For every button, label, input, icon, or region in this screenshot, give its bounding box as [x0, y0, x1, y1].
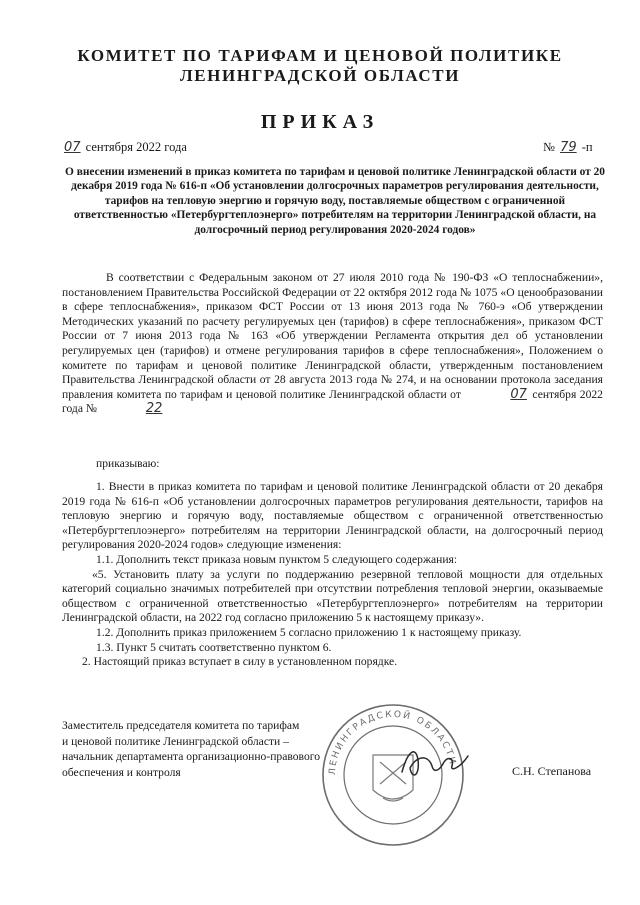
header-line-1: КОМИТЕТ ПО ТАРИФАМ И ЦЕНОВОЙ ПОЛИТИКЕ — [77, 46, 563, 65]
date-day-handwritten: 07 — [64, 140, 81, 155]
order-subject: О внесении изменений в приказ комитета по тарифам и ценовой политике Ленинградской области от 20 декабря 2019 года № 616-п «Об установлении долгосрочных параметров регулирования деятельности, тарифов на тепловую энергию и горячую воду, поставляемые обществом с ограниченной ответственностью «Петербургтеплоэнерго» потребителям на территории Ленинградской области, на долгосрочный период регулирования 2020-2024 годов» — [65, 166, 605, 236]
document-header — [0, 46, 640, 86]
header-line-2: ЛЕНИНГРАДСКОЙ ОБЛАСТИ — [179, 66, 461, 85]
preamble-day-handwritten: 07 — [510, 386, 527, 402]
item-1-3: 1.3. Пункт 5 считать соответственно пунктом 6. — [96, 640, 332, 654]
preamble-text: В соответствии с Федеральным законом от 27 июля 2010 года № 190-ФЗ «О теплоснабжении», постановлением Правительства Российской Федерации от 22 октября 2012 года № 1075 «О ценообразовании в сфере теплоснабжения», приказом ФСТ России от 13 июня 2013 года № 760-э «Об утверждении Методических указаний по расчету регулируемых цен (тарифов) в сфере теплоснабжения», приказом ФСТ России от 7 июня 2013 года № 163 «Об утверждении Регламента открытия дел об установлении регулируемых цен (тарифов) и отмене регулирования тарифов в сфере теплоснабжения», Положением о комитете по тарифам и ценовой политике Ленинградской области, утвержденным постановлением Правительства Ленинградской области от 28 августа 2013 года № 274, и на основании протокола заседания правления комитета по тарифам и ценовой политике Ленинградской области от — [62, 271, 603, 401]
document-title: ПРИКАЗ — [260, 111, 380, 133]
item-1: 1. Внести в приказ комитета по тарифам и ценовой политике Ленинградской области от 20 декабря 2019 года № 616-п «Об установлении долгосрочных параметров регулирования деятельности, тарифов на тепловую энергию и горячую воду, поставляемые обществом с ограниченной ответственностью «Петербургтеплоэнерго» потребителям на территории Ленинградской области, на долгосрочный период регулирования 2020-2024 годов» следующие изменения: — [62, 480, 603, 552]
signatory-line-3: начальник департамента организационно-правового — [62, 750, 321, 763]
signatory-line-1: Заместитель председателя комитета по тарифам — [62, 719, 300, 732]
seal-text: ЛЕНИНГРАДСКОЙ ОБЛАСТИ — [327, 709, 458, 776]
number-handwritten: 79 — [560, 140, 577, 155]
order-items — [62, 480, 603, 670]
order-word: приказываю: — [96, 457, 160, 470]
item-1-2: 1.2. Дополнить приказ приложением 5 согласно приложению 1 к настоящему приказу. — [96, 625, 522, 639]
item-2: 2. Настоящий приказ вступает в силу в установленном порядке. — [82, 655, 398, 669]
signatory-position — [62, 718, 320, 780]
item-quote: «5. Установить плату за услуги по поддержанию резервной тепловой мощности для отдельных категорий социально значимых потребителей при отсутствии потребления тепловой энергии, оказываемые обществом с ограниченной ответственностью «Петербургтеплоэнерго» потребителям на территории Ленинградской области, на 2022 год согласно приложению 5 к настоящему приказу». — [62, 567, 603, 625]
date-rest: сентября 2022 года — [82, 140, 187, 154]
order-number — [543, 140, 593, 155]
signatory-line-2: и ценовой политике Ленинградской области – — [62, 734, 289, 748]
handwritten-signature — [398, 742, 470, 782]
signatory-line-4: обеспечения и контроля — [62, 765, 181, 779]
preamble — [62, 271, 603, 417]
number-suffix: -п — [578, 140, 593, 154]
number-prefix: № — [543, 140, 559, 154]
signatory-name: С.Н. Степанова — [512, 764, 592, 778]
item-1-1: 1.1. Дополнить текст приказа новым пунктом 5 следующего содержания: — [96, 552, 458, 566]
preamble-mid: сентября 2022 года № — [62, 387, 603, 416]
preamble-num-handwritten: 22 — [145, 401, 163, 417]
order-date — [62, 140, 187, 155]
